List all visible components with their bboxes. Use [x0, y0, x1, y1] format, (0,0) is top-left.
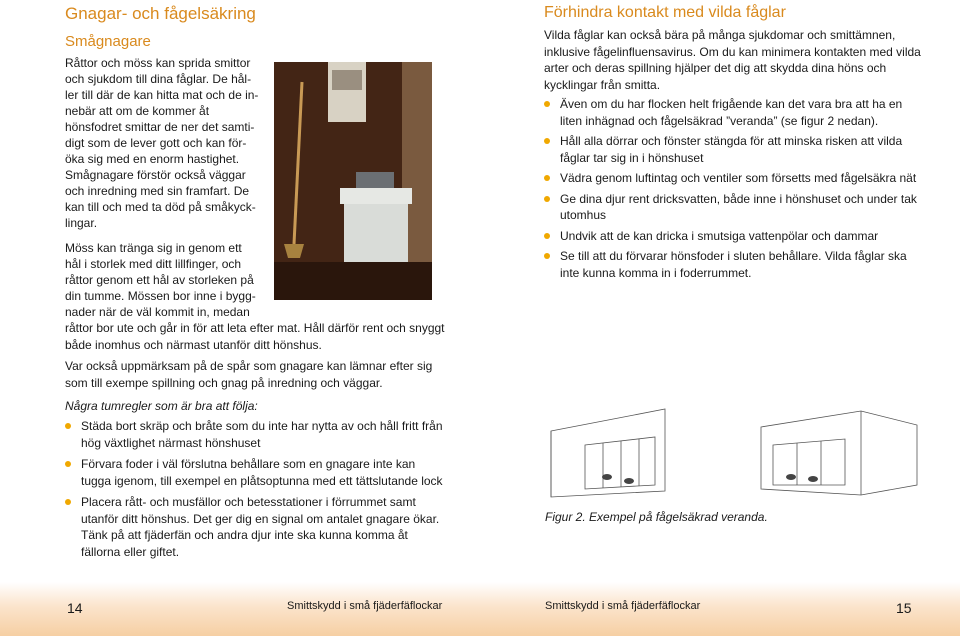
text-line: din tumme. Mössen bor inne i bygg- [65, 289, 256, 303]
text-line: Råttor och möss kan sprida smittor [65, 56, 251, 70]
bird-tips-list [544, 96, 924, 281]
section-title-smagnagare: Smågnagare [65, 33, 151, 50]
list-item: Håll alla dörrar och fönster stängda för att minska risken att vilda fåglar tar sig in i hönshuset [544, 133, 924, 166]
left-page-title: Gnagar- och fågelsäkring [65, 4, 256, 23]
figure-caption: Figur 2. Exempel på fågelsäkrad veranda. [545, 510, 768, 524]
text-line: och sjukdom till dina fåglar. De hål- [65, 72, 252, 86]
storage-room-photo [274, 62, 432, 300]
text-line: nader när de väl kommit in, medan [65, 305, 250, 319]
list-item: Även om du har flocken helt frigående kan det vara bra att ha en liten inhägnad och fågelsäkrad ”veranda” (se figur 2 nedan). [544, 96, 924, 129]
mice-paragraph [65, 240, 256, 320]
mice-paragraph-cont: råttor bor ute och går in för att leta efter mat. Håll därför rent och snyggt både inomhus och närmast utanför ditt hönshus. [65, 321, 445, 352]
list-item: Förvara foder i väl förslutna behållare som en gnagare inte kan tugga igenom, till exempel en plåtsoptunna med ett tättslutande lock [65, 456, 445, 489]
footer-title-left: Smittskydd i små fjäderfäflockar [287, 600, 443, 612]
text-line: ler till där de kan hitta mat och de in- [65, 88, 259, 102]
list-item: Vädra genom luftintag och ventiler som försetts med fågelsäkra nät [544, 170, 924, 187]
page-number-right: 15 [896, 600, 912, 616]
aware-paragraph: Var också uppmärksam på de spår som gnagare kan lämnar efter sig som till exempe spillning och gnag på inredning och väggar. [65, 359, 433, 390]
text-line: öka sig med en enorm hastighet. [65, 152, 240, 166]
footer-title-right: Smittskydd i små fjäderfäflockar [545, 600, 701, 612]
rules-intro: Några tumregler som är bra att följa: [65, 399, 258, 413]
list-item: Ge dina djur rent dricksvatten, både inne i hönshuset och under tak utomhus [544, 191, 924, 224]
text-line: råttor genom ett hål av storleken på [65, 273, 254, 287]
text-line: lingar. [65, 216, 98, 230]
list-item: Städa bort skräp och bråte som du inte har nytta av och håll fritt från hög växtlighet närmast hönshuset [65, 418, 445, 451]
right-page-title: Förhindra kontakt med vilda fåglar [544, 4, 786, 21]
text-line: och inredning med sin framfart. De [65, 184, 250, 198]
text-line: digt som de lever gott och kan för- [65, 136, 247, 150]
wrap-paragraph [65, 55, 258, 231]
veranda-illustration [545, 405, 925, 505]
text-line: Smågnagare förstör också väggar [65, 168, 246, 182]
text-line: nebär att om de kommer åt [65, 104, 210, 118]
text-line: hål i storlek med ditt lillfinger, och [65, 257, 242, 271]
intro-paragraph: Vilda fåglar kan också bära på många sjukdomar och smittämnen, inklusive fågelinfluensavirus. Om du kan minimera kontakten med vilda arter och deras spillning hjälper det dig att skydda dina höns och kycklingar från smitta. [544, 28, 921, 92]
text-line: kan till och med ta död på småkyck- [65, 200, 256, 214]
text-line: hönsfodret smittar de ner det samti- [65, 120, 255, 134]
list-item: Se till att du förvarar hönsfoder i sluten behållare. Vilda fåglar ska inte kunna komma in i foderrummet. [544, 248, 924, 281]
list-item: Undvik att de kan dricka i smutsiga vattenpölar och dammar [544, 228, 924, 245]
text-line: Möss kan tränga sig in genom ett [65, 241, 242, 255]
rules-list [65, 418, 445, 560]
list-item: Placera rått- och musfällor och betesstationer i förrummet samt utanför ditt hönshus. Det ger dig en signal om antalet gnagare ökar. Tänk på att fjäderfän och andra djur inte ska kunna komma åt fällorna eller giftet. [65, 494, 445, 560]
page-number-left: 14 [67, 600, 83, 616]
footer-band [0, 582, 960, 636]
